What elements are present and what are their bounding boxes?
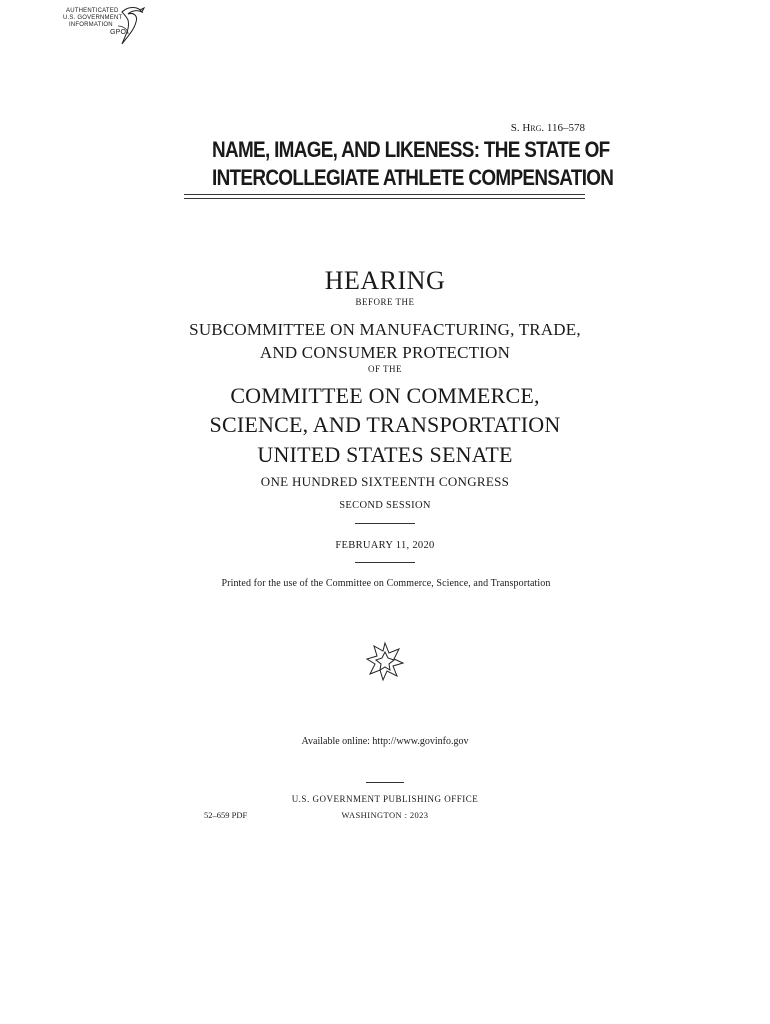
title-double-rule (184, 194, 585, 199)
subcommittee-name (0, 318, 770, 364)
congress-label: ONE HUNDRED SIXTEENTH CONGRESS (260, 474, 510, 489)
document-number: 52–659 PDF (204, 810, 248, 820)
seal-line-government: U.S. GOVERNMENT (63, 15, 123, 21)
committee-name (0, 381, 770, 439)
subcommittee-line-2: AND CONSUMER PROTECTION (259, 343, 511, 362)
hearing-heading: HEARING (324, 266, 446, 295)
seal-line-information: INFORMATION (69, 22, 113, 28)
title-line-2: INTERCOLLEGIATE ATHLETE COMPENSATION (212, 165, 614, 190)
divider-rule (355, 562, 415, 563)
committee-line-1: COMMITTEE ON COMMERCE, (230, 383, 540, 408)
hearing-number (440, 122, 585, 134)
hearing-number-abbrev: Hrg. (522, 122, 545, 134)
subcommittee-line-1: SUBCOMMITTEE ON MANUFACTURING, TRADE, (189, 320, 581, 339)
hearing-date: FEBRUARY 11, 2020 (335, 540, 435, 551)
before-the-label: BEFORE THE (355, 297, 415, 307)
of-the-label: OF THE (367, 364, 403, 374)
printed-for-note: Printed for the use of the Committee on Commerce, Science, and Transportation (221, 578, 551, 589)
divider-rule (366, 782, 404, 783)
title-line-1: NAME, IMAGE, AND LIKENESS: THE STATE OF (212, 137, 610, 162)
publisher-name: U.S. GOVERNMENT PUBLISHING OFFICE (291, 794, 479, 804)
hearing-number-value: 116–578 (544, 122, 585, 134)
gpo-authentication-seal (58, 4, 150, 52)
seal-line-authenticated: AUTHENTICATED (66, 8, 119, 14)
senate-name: UNITED STATES SENATE (257, 442, 513, 467)
gpo-emblem-icon (364, 640, 406, 682)
publication-location-year: WASHINGTON : 2023 (341, 810, 429, 820)
seal-line-gpo: GPO (110, 29, 127, 36)
available-online-note: Available online: http://www.govinfo.gov (301, 736, 469, 747)
document-title (212, 136, 614, 192)
committee-line-2: SCIENCE, AND TRANSPORTATION (209, 412, 561, 437)
session-label: SECOND SESSION (339, 500, 431, 511)
divider-rule (355, 523, 415, 524)
eagle-icon (114, 4, 146, 50)
hearing-number-prefix: S. (510, 122, 523, 134)
